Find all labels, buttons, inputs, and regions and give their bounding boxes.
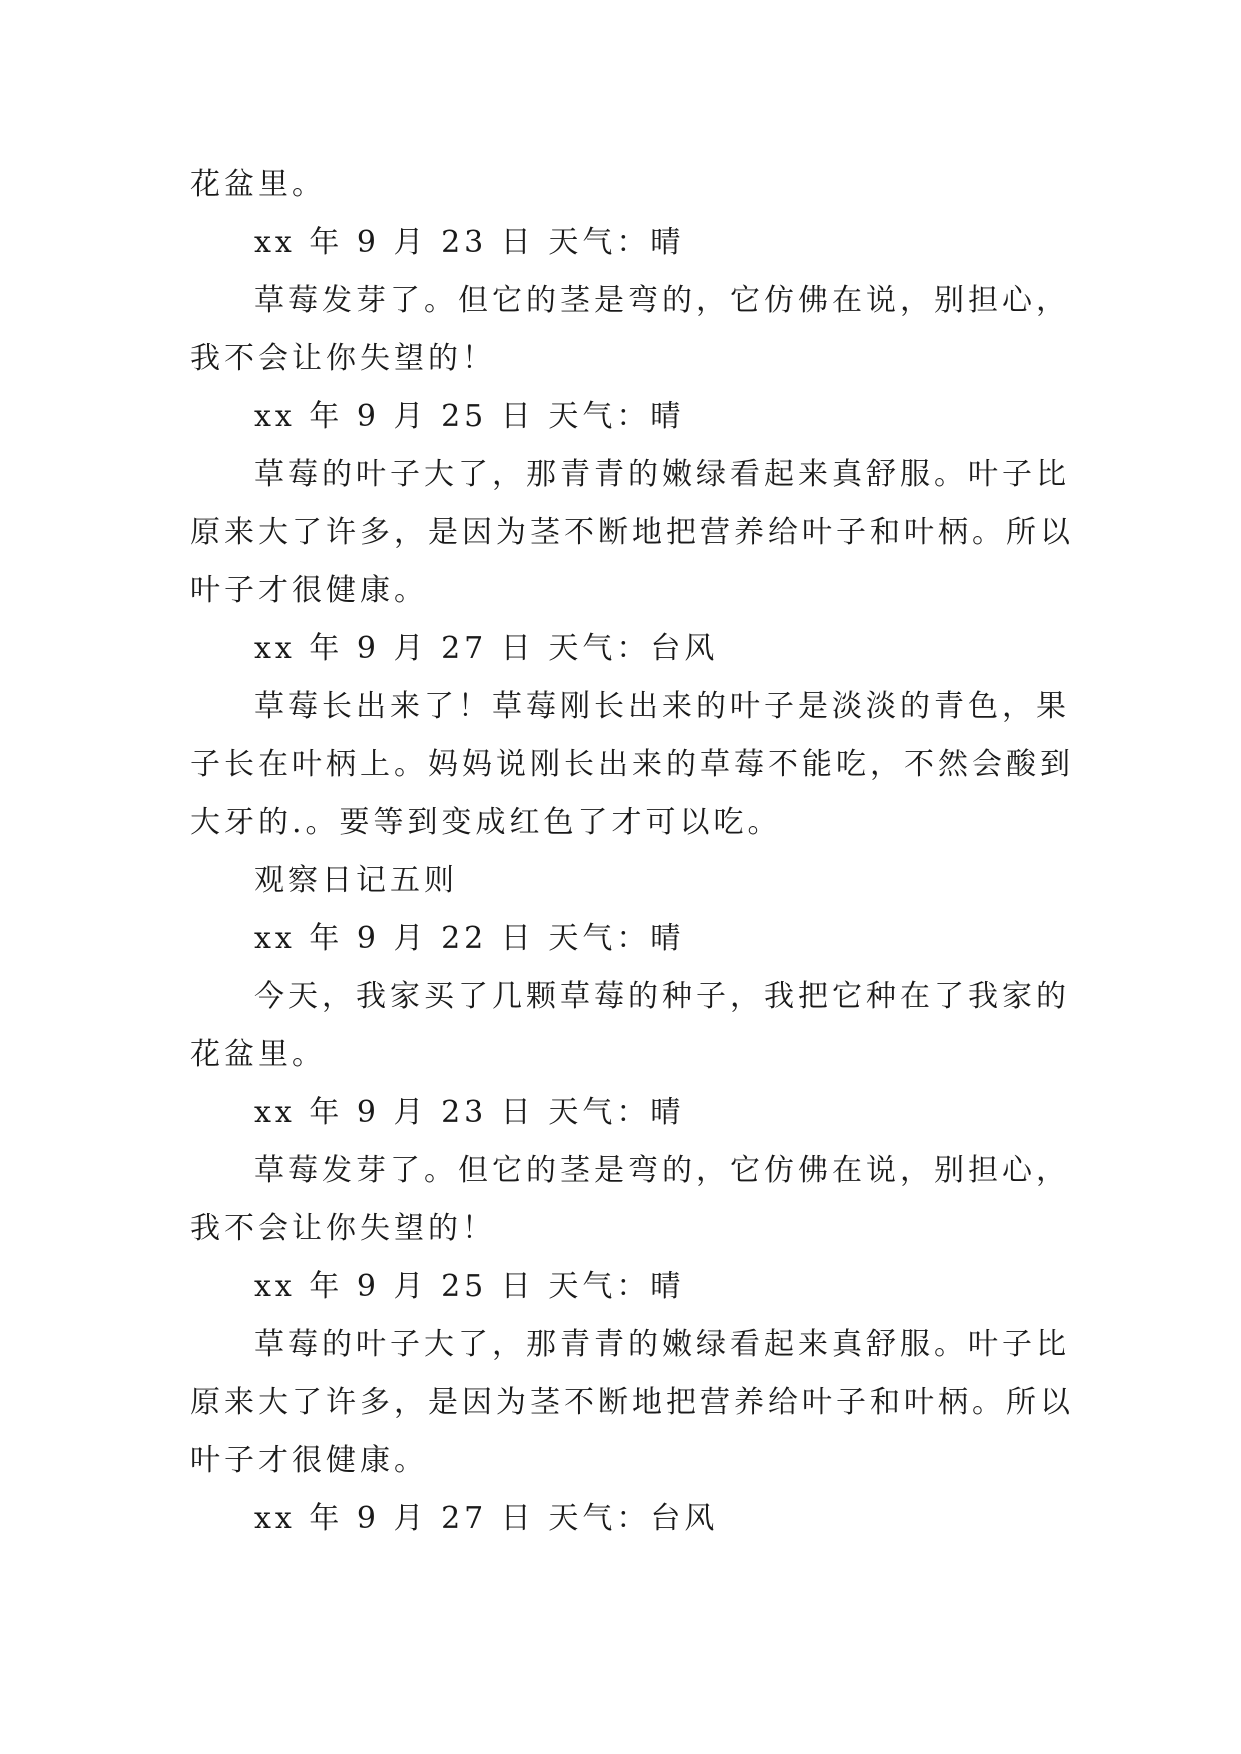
paragraph-line: 原来大了许多，是因为茎不断地把营养给叶子和叶柄。所以 [190, 1385, 1074, 1420]
paragraph-line: xx 年 9 月 27 日 天气：台风 [254, 1501, 719, 1536]
paragraph-line: xx 年 9 月 25 日 天气：晴 [254, 399, 685, 434]
paragraph-line: 花盆里。 [190, 1037, 326, 1072]
paragraph-line: xx 年 9 月 22 日 天气：晴 [254, 921, 685, 956]
paragraph-line: xx 年 9 月 23 日 天气：晴 [254, 1095, 685, 1130]
paragraph-line: 花盆里。 [190, 167, 326, 202]
document-body [190, 156, 1074, 1548]
paragraph-line: 叶子才很健康。 [190, 573, 428, 608]
paragraph-line: xx 年 9 月 25 日 天气：晴 [254, 1269, 685, 1304]
paragraph-line: 原来大了许多，是因为茎不断地把营养给叶子和叶柄。所以 [190, 515, 1074, 550]
paragraph-line: 子长在叶柄上。妈妈说刚长出来的草莓不能吃，不然会酸到 [190, 747, 1074, 782]
paragraph-line: 叶子才很健康。 [190, 1443, 428, 1478]
paragraph-line: 观察日记五则 [254, 863, 458, 898]
paragraph-line: xx 年 9 月 23 日 天气：晴 [254, 225, 685, 260]
paragraph-line: 草莓长出来了！草莓刚长出来的叶子是淡淡的青色，果 [254, 689, 1070, 724]
paragraph-line: 草莓发芽了。但它的茎是弯的，它仿佛在说，别担心， [254, 283, 1070, 318]
paragraph-line: 我不会让你失望的！ [190, 1211, 496, 1246]
paragraph-line: 今天，我家买了几颗草莓的种子，我把它种在了我家的 [254, 979, 1070, 1014]
paragraph-line: 草莓的叶子大了，那青青的嫩绿看起来真舒服。叶子比 [254, 1327, 1070, 1362]
paragraph-line: 我不会让你失望的！ [190, 341, 496, 376]
paragraph-line: 草莓发芽了。但它的茎是弯的，它仿佛在说，别担心， [254, 1153, 1070, 1188]
paragraph-line: 大牙的.。要等到变成红色了才可以吃。 [190, 805, 782, 840]
paragraph-line: 草莓的叶子大了，那青青的嫩绿看起来真舒服。叶子比 [254, 457, 1070, 492]
paragraph-line: xx 年 9 月 27 日 天气：台风 [254, 631, 719, 666]
